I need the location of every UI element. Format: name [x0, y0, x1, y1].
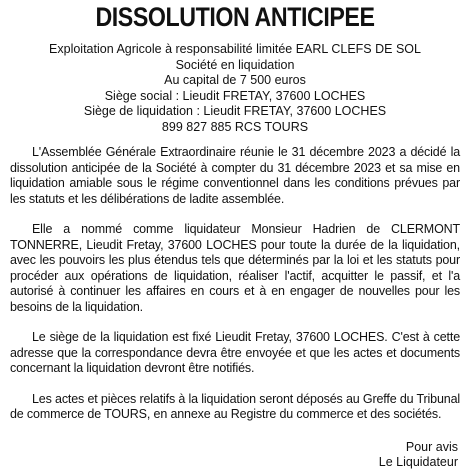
company-capital: Au capital de 7 500 euros: [164, 73, 306, 87]
legal-notice: [0, 2, 473, 469]
registered-office: Siège social : Lieudit FRETAY, 37600 LOCHES: [104, 88, 366, 103]
paragraph-liquidation-seat: Le siège de la liquidation est fixé Lieudit Fretay, 37600 LOCHES. C'est à cette adresse que la correspondance devra être envoyée et que les actes et documents concernant la liquidation devront être notifiés.: [10, 330, 460, 375]
rcs-number: 899 827 885 RCS TOURS: [161, 119, 309, 134]
paragraph-liquidator: Elle a nommé comme liquidateur Monsieur Hadrien de CLERMONT TONNERRE, Lieudit Fretay, 37600 LOCHES pour toute la durée de la liquidation, avec les pouvoirs les plus étendus tels que déterminés par la loi et les statuts pour procéder aux opérations de liquidation, réaliser l'actif, acquitter le passif, et l'a autorisé à continuer les affaires en cours et à en engager de nouvelles pour les besoins de la liquidation.: [10, 222, 460, 314]
signature-block: [10, 440, 460, 471]
signature-line-role: Le Liquidateur: [378, 455, 458, 469]
company-name: Exploitation Agricole à responsabilité limitée EARL CLEFS DE SOL: [49, 42, 421, 56]
company-header: [10, 42, 460, 135]
signature-line-notice: Pour avis: [405, 439, 458, 454]
liquidation-office: Siège de liquidation : Lieudit FRETAY, 37600 LOCHES: [83, 104, 387, 118]
paragraph-dissolution: L'Assemblée Générale Extraordinaire réunie le 31 décembre 2023 a décidé la dissolution anticipée de la Société à compter du 31 décembre 2023 et sa mise en liquidation amiable sous le régime conventionnel dans les conditions prévues par les statuts et les délibérations de ladite assemblée.: [10, 145, 460, 206]
paragraph-filing: Les actes et pièces relatifs à la liquidation seront déposés au Greffe du Tribunal de commerce de TOURS, en annexe au Registre du commerce et des sociétés.: [10, 391, 461, 421]
notice-title: DISSOLUTION ANTICIPEE: [95, 2, 375, 32]
company-status: Société en liquidation: [175, 57, 295, 72]
